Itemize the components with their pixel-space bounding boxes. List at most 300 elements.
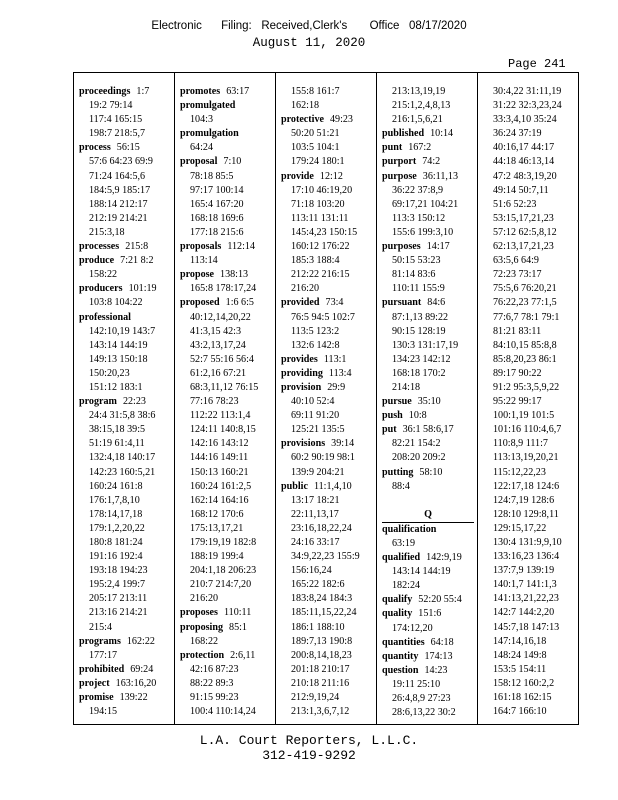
index-refs-continued: 155:8 161:7: [291, 86, 340, 97]
index-refs-continued: 148:24 149:8: [493, 649, 547, 661]
column-divider: [376, 73, 377, 724]
index-refs-continued: 142:7 144:2,20: [493, 607, 555, 619]
index-entry: [382, 664, 474, 678]
index-refs: 10:8: [408, 410, 427, 422]
index-refs-continued: 113:11 131:11: [291, 212, 349, 224]
index-refs: 110:11: [223, 607, 252, 619]
index-column-4: [382, 85, 474, 720]
index-refs-continued: 179:24 180:1: [291, 156, 345, 168]
index-headword: proposals: [180, 241, 222, 253]
index-refs-continued: 165:22 182:6: [291, 579, 345, 591]
reporter-phone: 312-419-9292: [262, 748, 356, 763]
index-refs: 14:23: [424, 664, 448, 676]
index-refs-continued: 81:14 83:6: [392, 269, 436, 281]
index-headword: promise: [79, 692, 114, 704]
index-refs-continued: 43:2,13,17,24: [190, 339, 246, 351]
index-entry: [382, 240, 474, 254]
index-entry: [79, 254, 171, 268]
index-refs: 64:18: [430, 636, 454, 648]
index-refs-continued: 91:2 95:3,5,9,22: [493, 381, 560, 393]
index-entry: [79, 240, 171, 254]
index-refs-continued: 186:1 188:10: [291, 621, 345, 633]
index-refs-continued: 50:20 51:21: [291, 128, 340, 140]
index-refs-continued: 214:18: [392, 381, 421, 393]
index-refs: 63:17: [226, 86, 250, 97]
index-refs-continued: 180:8 181:24: [89, 537, 143, 548]
index-refs: 22:23: [122, 396, 146, 408]
index-refs-continued: 130:3 131:17,19: [392, 339, 459, 351]
index-entry: [382, 551, 474, 565]
index-refs: 73:4: [325, 297, 344, 309]
index-refs-continued: 143:14 144:19: [392, 566, 451, 578]
index-entry: [180, 155, 272, 169]
index-refs: 74:2: [422, 156, 441, 168]
index-refs-continued: 162:14 164:16: [190, 494, 249, 506]
filing-stamp: Electronic Filing: Received,Clerk's Office 08/17/2020: [151, 20, 467, 32]
index-entry: [281, 296, 373, 310]
index-refs-continued: 160:12 176:22: [291, 241, 350, 253]
column-divider: [477, 73, 478, 724]
index-column-1: [79, 85, 171, 719]
index-refs-continued: 100:4 110:14,24: [190, 706, 256, 718]
index-refs-continued: 36:24 37:19: [493, 128, 542, 140]
index-headword: pursue: [382, 396, 412, 408]
index-entry: [281, 437, 373, 451]
index-refs-continued: 129:15,17,22: [493, 522, 547, 534]
index-refs-continued: 19:2 79:14: [89, 100, 133, 112]
transcript-date: August 11, 2020: [252, 36, 366, 50]
index-refs-continued: 113:3 150:12: [392, 212, 446, 224]
index-refs-continued: 101:16 110:4,6,7: [493, 424, 562, 436]
index-headword: pursuant: [382, 297, 422, 309]
index-refs: 215:8: [125, 241, 149, 253]
index-refs-continued: 57:6 64:23 69:9: [89, 156, 153, 168]
index-refs-continued: 195:2,4 199:7: [89, 579, 146, 591]
index-refs: 162:22: [126, 635, 155, 647]
index-refs-continued: 68:3,11,12 76:15: [190, 381, 259, 393]
index-refs-continued: 77:16 78:23: [190, 396, 239, 408]
index-refs: 36:1 58:6,17: [402, 424, 454, 436]
index-refs-continued: 212:22 216:15: [291, 269, 350, 281]
index-entry: [79, 141, 171, 155]
index-refs-continued: 132:6 142:8: [291, 339, 340, 351]
index-entry: [382, 650, 474, 664]
index-entry: [180, 296, 272, 310]
index-headword: push: [382, 410, 403, 422]
index-refs-continued: 150:20,23: [89, 367, 130, 379]
index-headword: qualified: [382, 552, 421, 564]
index-refs-continued: 34:9,22,23 155:9: [291, 551, 360, 563]
index-headword: provide: [281, 170, 314, 182]
index-refs-continued: 91:15 99:23: [190, 692, 239, 704]
index-headword: professional: [79, 311, 131, 323]
index-headword: proposed: [180, 297, 220, 309]
index-refs-continued: 110:11 155:9: [392, 283, 445, 295]
index-headword: producers: [79, 283, 123, 295]
index-refs-continued: 69:11 91:20: [291, 410, 340, 422]
index-column-2: [180, 85, 272, 719]
index-refs-continued: 113:14: [190, 255, 218, 267]
page-number: Page 241: [508, 57, 566, 71]
index-entry: [281, 353, 373, 367]
index-refs: 35:10: [417, 396, 441, 408]
index-refs-continued: 216:1,5,6,21: [392, 114, 443, 126]
index-refs: 113:1: [323, 353, 347, 365]
index-refs: 49:23: [329, 114, 353, 126]
index-refs-continued: 133:16,23 136:4: [493, 551, 560, 563]
index-entry: [382, 607, 474, 621]
index-refs-continued: 49:14 50:7,11: [493, 184, 549, 196]
index-headword: purport: [382, 156, 417, 168]
index-refs-continued: 23:16,18,22,24: [291, 522, 352, 534]
index-refs-continued: 63:5,6 64:9: [493, 255, 539, 267]
index-refs-continued: 175:13,17,21: [190, 522, 244, 534]
index-refs: 174:13: [424, 650, 453, 662]
index-refs-continued: 31:22 32:3,23,24: [493, 100, 562, 112]
index-entry: [79, 677, 171, 691]
index-refs-continued: 24:16 33:17: [291, 537, 340, 548]
index-entry: [281, 113, 373, 127]
index-refs-continued: 26:4,8,9 27:23: [392, 693, 451, 705]
index-entry: [382, 523, 474, 537]
index-headword: public: [281, 480, 308, 492]
index-refs-continued: 210:18 211:16: [291, 677, 350, 689]
index-refs-continued: 168:12 170:6: [190, 508, 244, 520]
index-refs-continued: 179:1,2,20,22: [89, 522, 145, 534]
index-refs-continued: 53:15,17,21,23: [493, 212, 554, 224]
index-column-3: [281, 85, 373, 719]
index-entry: [382, 636, 474, 650]
index-headword: quantities: [382, 636, 425, 648]
index-headword: put: [382, 424, 397, 436]
index-refs-continued: 210:7 214:7,20: [190, 579, 252, 591]
index-refs-continued: 212:9,19,24: [291, 692, 340, 704]
index-entry: [281, 381, 373, 395]
index-entry: [382, 127, 474, 141]
index-refs-continued: 130:4 131:9,9,10: [493, 537, 562, 548]
index-headword: qualify: [382, 594, 413, 606]
index-refs: 7:21 8:2: [120, 255, 154, 267]
index-refs-continued: 87:1,13 89:22: [392, 311, 449, 323]
index-entry: [79, 691, 171, 705]
index-refs-continued: 71:24 164:5,6: [89, 170, 146, 182]
index-refs-continued: 213:16 214:21: [89, 607, 148, 619]
index-refs-continued: 50:15 53:23: [392, 255, 441, 267]
index-table: [73, 72, 579, 725]
index-refs-continued: 63:19: [392, 538, 415, 549]
index-refs: 139:22: [119, 692, 148, 704]
index-refs-continued: 194:15: [89, 706, 118, 718]
index-headword: promulgated: [180, 100, 236, 112]
index-headword: proposing: [180, 621, 224, 633]
index-refs-continued: 216:20: [190, 593, 219, 605]
column-divider: [275, 73, 276, 724]
index-refs-continued: 128:10 129:8,11: [493, 508, 559, 520]
index-refs-continued: 165:4 167:20: [190, 198, 244, 210]
index-refs-continued: 51:19 61:4,11: [89, 438, 145, 450]
index-refs-continued: 52:7 55:16 56:4: [190, 353, 254, 365]
index-refs-continued: 40:10 52:4: [291, 396, 335, 408]
index-refs-continued: 112:22 113:1,4: [190, 410, 251, 422]
index-refs: 167:2: [408, 142, 432, 154]
index-refs-continued: 97:17 100:14: [190, 184, 244, 196]
index-refs: 1:7: [136, 86, 150, 97]
index-refs-continued: 215:1,2,4,8,13: [392, 100, 451, 112]
index-refs-continued: 88:22 89:3: [190, 677, 234, 689]
index-refs-continued: 100:1,19 101:5: [493, 410, 555, 422]
blank-line: [382, 494, 474, 508]
index-entry: [180, 127, 272, 141]
index-refs-continued: 122:17,18 124:6: [493, 480, 560, 492]
index-headword: protection: [180, 649, 225, 661]
index-entry: [180, 268, 272, 282]
index-entry: [180, 85, 272, 99]
index-refs-continued: 188:14 212:17: [89, 198, 148, 210]
index-refs-continued: 125:21 135:5: [291, 424, 345, 436]
index-refs-continued: 44:18 46:13,14: [493, 156, 555, 168]
index-refs-continued: 82:21 154:2: [392, 438, 441, 450]
index-entry: [180, 649, 272, 663]
index-entry: [382, 423, 474, 437]
index-refs-continued: 141:13,21,22,23: [493, 593, 559, 605]
index-headword: purposes: [382, 241, 421, 253]
index-entry: [79, 635, 171, 649]
index-entry: [281, 480, 373, 494]
index-refs-continued: 200:8,14,18,23: [291, 649, 352, 661]
index-refs-continued: 174:12,20: [392, 622, 433, 634]
index-refs: 84:6: [427, 297, 446, 309]
index-refs-continued: 61:2,16 67:21: [190, 367, 247, 379]
index-refs-continued: 40:12,14,20,22: [190, 311, 251, 323]
index-refs-continued: 185:11,15,22,24: [291, 607, 357, 619]
index-entry: [382, 170, 474, 184]
index-refs: 113:4: [328, 367, 352, 379]
index-refs-continued: 78:18 85:5: [190, 170, 234, 182]
index-refs: 56:15: [116, 142, 140, 154]
index-refs-continued: 69:17,21 104:21: [392, 198, 459, 210]
index-refs-continued: 28:6,13,22 30:2: [392, 707, 456, 719]
index-headword: prohibited: [79, 663, 125, 675]
index-refs-continued: 144:16 149:11: [190, 452, 249, 464]
index-refs-continued: 198:7 218:5,7: [89, 128, 146, 140]
index-entry: [382, 593, 474, 607]
index-refs-continued: 104:3: [190, 114, 213, 126]
index-refs-continued: 90:15 128:19: [392, 325, 446, 337]
index-entry: [79, 395, 171, 409]
index-column-5: [483, 85, 575, 719]
index-refs-continued: 165:8 178:17,24: [190, 283, 257, 295]
index-refs-continued: 160:24 161:2,5: [190, 480, 252, 492]
index-refs-continued: 41:3,15 42:3: [190, 325, 242, 337]
index-refs: 52:20 55:4: [418, 594, 462, 606]
index-headword: promulgation: [180, 128, 239, 140]
index-refs: 85:1: [229, 621, 247, 633]
index-refs: 36:11,13: [422, 170, 459, 182]
index-refs-continued: 110:8,9 111:7: [493, 438, 548, 450]
index-refs-continued: 193:18 194:23: [89, 565, 148, 577]
index-headword: proposes: [180, 607, 218, 619]
index-refs-continued: 164:7 166:10: [493, 706, 547, 718]
index-refs: 29:9: [327, 381, 346, 393]
index-refs: 163:16,20: [115, 677, 157, 689]
index-refs-continued: 33:3,4,10 35:24: [493, 114, 557, 126]
index-refs: 12:12: [319, 170, 343, 182]
index-refs-continued: 176:1,7,8,10: [89, 494, 140, 506]
index-refs-continued: 215:4: [89, 621, 112, 633]
index-refs: 151:6: [418, 608, 442, 620]
index-refs: 39:14: [331, 438, 355, 450]
index-entry: [79, 85, 171, 99]
index-refs-continued: 42:16 87:23: [190, 663, 239, 675]
index-refs-continued: 57:12 62:5,8,12: [493, 226, 557, 238]
index-refs-continued: 88:4: [392, 480, 410, 492]
index-refs: 101:19: [128, 283, 157, 295]
index-refs: 69:24: [130, 663, 154, 675]
index-refs-continued: 215:3,18: [89, 226, 125, 238]
column-divider: [174, 73, 175, 724]
index-refs-continued: 117:4 165:15: [89, 114, 143, 126]
index-refs-continued: 158:12 160:2,2: [493, 677, 555, 689]
index-refs-continued: 71:18 103:20: [291, 198, 345, 210]
index-refs: 142:9,19: [426, 552, 462, 564]
index-refs-continued: 139:9 204:21: [291, 466, 345, 478]
index-refs-continued: 40:16,17 44:17: [493, 142, 555, 154]
index-refs-continued: 30:4,22 31:11,19: [493, 86, 562, 97]
index-refs-continued: 153:5 154:11: [493, 663, 547, 675]
index-refs-continued: 158:22: [89, 269, 118, 281]
index-refs-continued: 216:20: [291, 283, 320, 295]
index-refs: 58:10: [419, 466, 443, 478]
index-refs-continued: 142:16 143:12: [190, 438, 249, 450]
index-headword: program: [79, 396, 117, 408]
index-refs-continued: 51:6 52:23: [493, 198, 537, 210]
index-headword: qualification: [382, 523, 437, 535]
index-refs: 11:1,4,10: [313, 480, 352, 492]
index-refs-continued: 160:24 161:8: [89, 480, 143, 492]
index-entry: [281, 170, 373, 184]
index-refs-continued: 143:14 144:19: [89, 339, 148, 351]
index-entry: [281, 367, 373, 381]
index-refs-continued: 177:18 215:6: [190, 226, 244, 238]
index-refs-continued: 103:5 104:1: [291, 142, 340, 154]
index-entry: [79, 282, 171, 296]
index-headword: provided: [281, 297, 320, 309]
index-entry: [382, 296, 474, 310]
index-refs-continued: 189:7,13 190:8: [291, 635, 353, 647]
index-refs-continued: 24:4 31:5,8 38:6: [89, 410, 156, 422]
index-refs: 7:10: [223, 156, 242, 168]
index-refs-continued: 124:11 140:8,15: [190, 424, 256, 436]
index-headword: providing: [281, 367, 323, 379]
index-refs-continued: 150:13 160:21: [190, 466, 249, 478]
index-refs-continued: 145:4,23 150:15: [291, 226, 358, 238]
index-refs-continued: 64:24: [190, 142, 213, 154]
index-refs-continued: 204:1,18 206:23: [190, 565, 257, 577]
index-refs-continued: 60:2 90:19 98:1: [291, 452, 355, 464]
index-refs-continued: 208:20 209:2: [392, 452, 446, 464]
index-refs-continued: 19:11 25:10: [392, 678, 441, 690]
index-refs-continued: 213:1,3,6,7,12: [291, 706, 350, 718]
index-refs-continued: 201:18 210:17: [291, 663, 350, 675]
index-headword: proceedings: [79, 86, 131, 97]
index-refs-continued: 76:22,23 77:1,5: [493, 297, 557, 309]
index-refs-continued: 81:21 83:11: [493, 325, 542, 337]
index-refs-continued: 62:13,17,21,23: [493, 241, 554, 253]
index-refs-continued: 134:23 142:12: [392, 353, 451, 365]
index-refs-continued: 184:5,9 185:17: [89, 184, 151, 196]
index-refs: 2:6,11: [230, 649, 256, 661]
index-refs: 1:6 6:5: [225, 297, 254, 309]
index-refs-continued: 95:22 99:17: [493, 396, 542, 408]
index-refs-continued: 47:2 48:3,19,20: [493, 170, 557, 182]
index-refs-continued: 137:7,9 139:19: [493, 565, 555, 577]
index-refs-continued: 155:6 199:3,10: [392, 226, 454, 238]
index-refs-continued: 205:17 213:11: [89, 593, 148, 605]
index-refs-continued: 84:10,15 85:8,8: [493, 339, 557, 351]
index-refs-continued: 142:10,19 143:7: [89, 325, 156, 337]
index-refs-continued: 151:12 183:1: [89, 381, 143, 393]
index-headword: question: [382, 664, 419, 676]
index-refs: 112:14: [227, 241, 255, 253]
index-headword: quality: [382, 608, 413, 620]
index-entry: [382, 466, 474, 480]
index-refs-continued: 113:5 123:2: [291, 325, 340, 337]
index-headword: project: [79, 677, 110, 689]
index-refs: 10:14: [430, 128, 454, 140]
index-refs-continued: 124:7,19 128:6: [493, 494, 555, 506]
index-refs-continued: 145:7,18 147:13: [493, 621, 560, 633]
index-refs-continued: 161:18 162:15: [493, 692, 552, 704]
index-refs-continued: 77:6,7 78:1 79:1: [493, 311, 560, 323]
index-refs-continued: 168:22: [190, 635, 219, 647]
index-headword: process: [79, 142, 111, 154]
index-refs-continued: 142:23 160:5,21: [89, 466, 156, 478]
index-refs-continued: 212:19 214:21: [89, 212, 148, 224]
index-refs-continued: 22:11,13,17: [291, 508, 339, 520]
index-refs-continued: 213:13,19,19: [392, 86, 446, 97]
index-refs-continued: 89:17 90:22: [493, 367, 542, 379]
index-headword: putting: [382, 466, 414, 478]
index-entry: [180, 606, 272, 620]
index-refs-continued: 85:8,20,23 86:1: [493, 353, 557, 365]
index-headword: propose: [180, 269, 215, 281]
index-entry: [382, 155, 474, 169]
index-refs-continued: 115:12,22,23: [493, 466, 546, 478]
reporter-name: L.A. Court Reporters, L.L.C.: [199, 733, 419, 748]
index-refs-continued: 38:15,18 39:5: [89, 424, 146, 436]
index-refs-continued: 178:14,17,18: [89, 508, 143, 520]
index-headword: programs: [79, 635, 121, 647]
index-refs-continued: 185:3 188:4: [291, 255, 340, 267]
index-refs-continued: 140:1,7 141:1,3: [493, 579, 557, 591]
index-refs-continued: 36:22 37:8,9: [392, 184, 444, 196]
index-refs-continued: 132:4,18 140:17: [89, 452, 156, 464]
index-headword: purpose: [382, 170, 417, 182]
index-entry: [180, 99, 272, 113]
index-refs-continued: 183:8,24 184:3: [291, 593, 353, 605]
index-refs-continued: 191:16 192:4: [89, 551, 143, 563]
index-refs-continued: 177:17: [89, 649, 118, 661]
index-entry: [79, 311, 171, 325]
index-headword: produce: [79, 255, 115, 267]
index-entry: [382, 409, 474, 423]
index-refs: 14:17: [426, 241, 450, 253]
index-refs-continued: 103:8 104:22: [89, 297, 143, 309]
index-entry: [180, 621, 272, 635]
index-entry: [382, 395, 474, 409]
index-refs-continued: 162:18: [291, 100, 320, 112]
index-headword: provides: [281, 353, 318, 365]
